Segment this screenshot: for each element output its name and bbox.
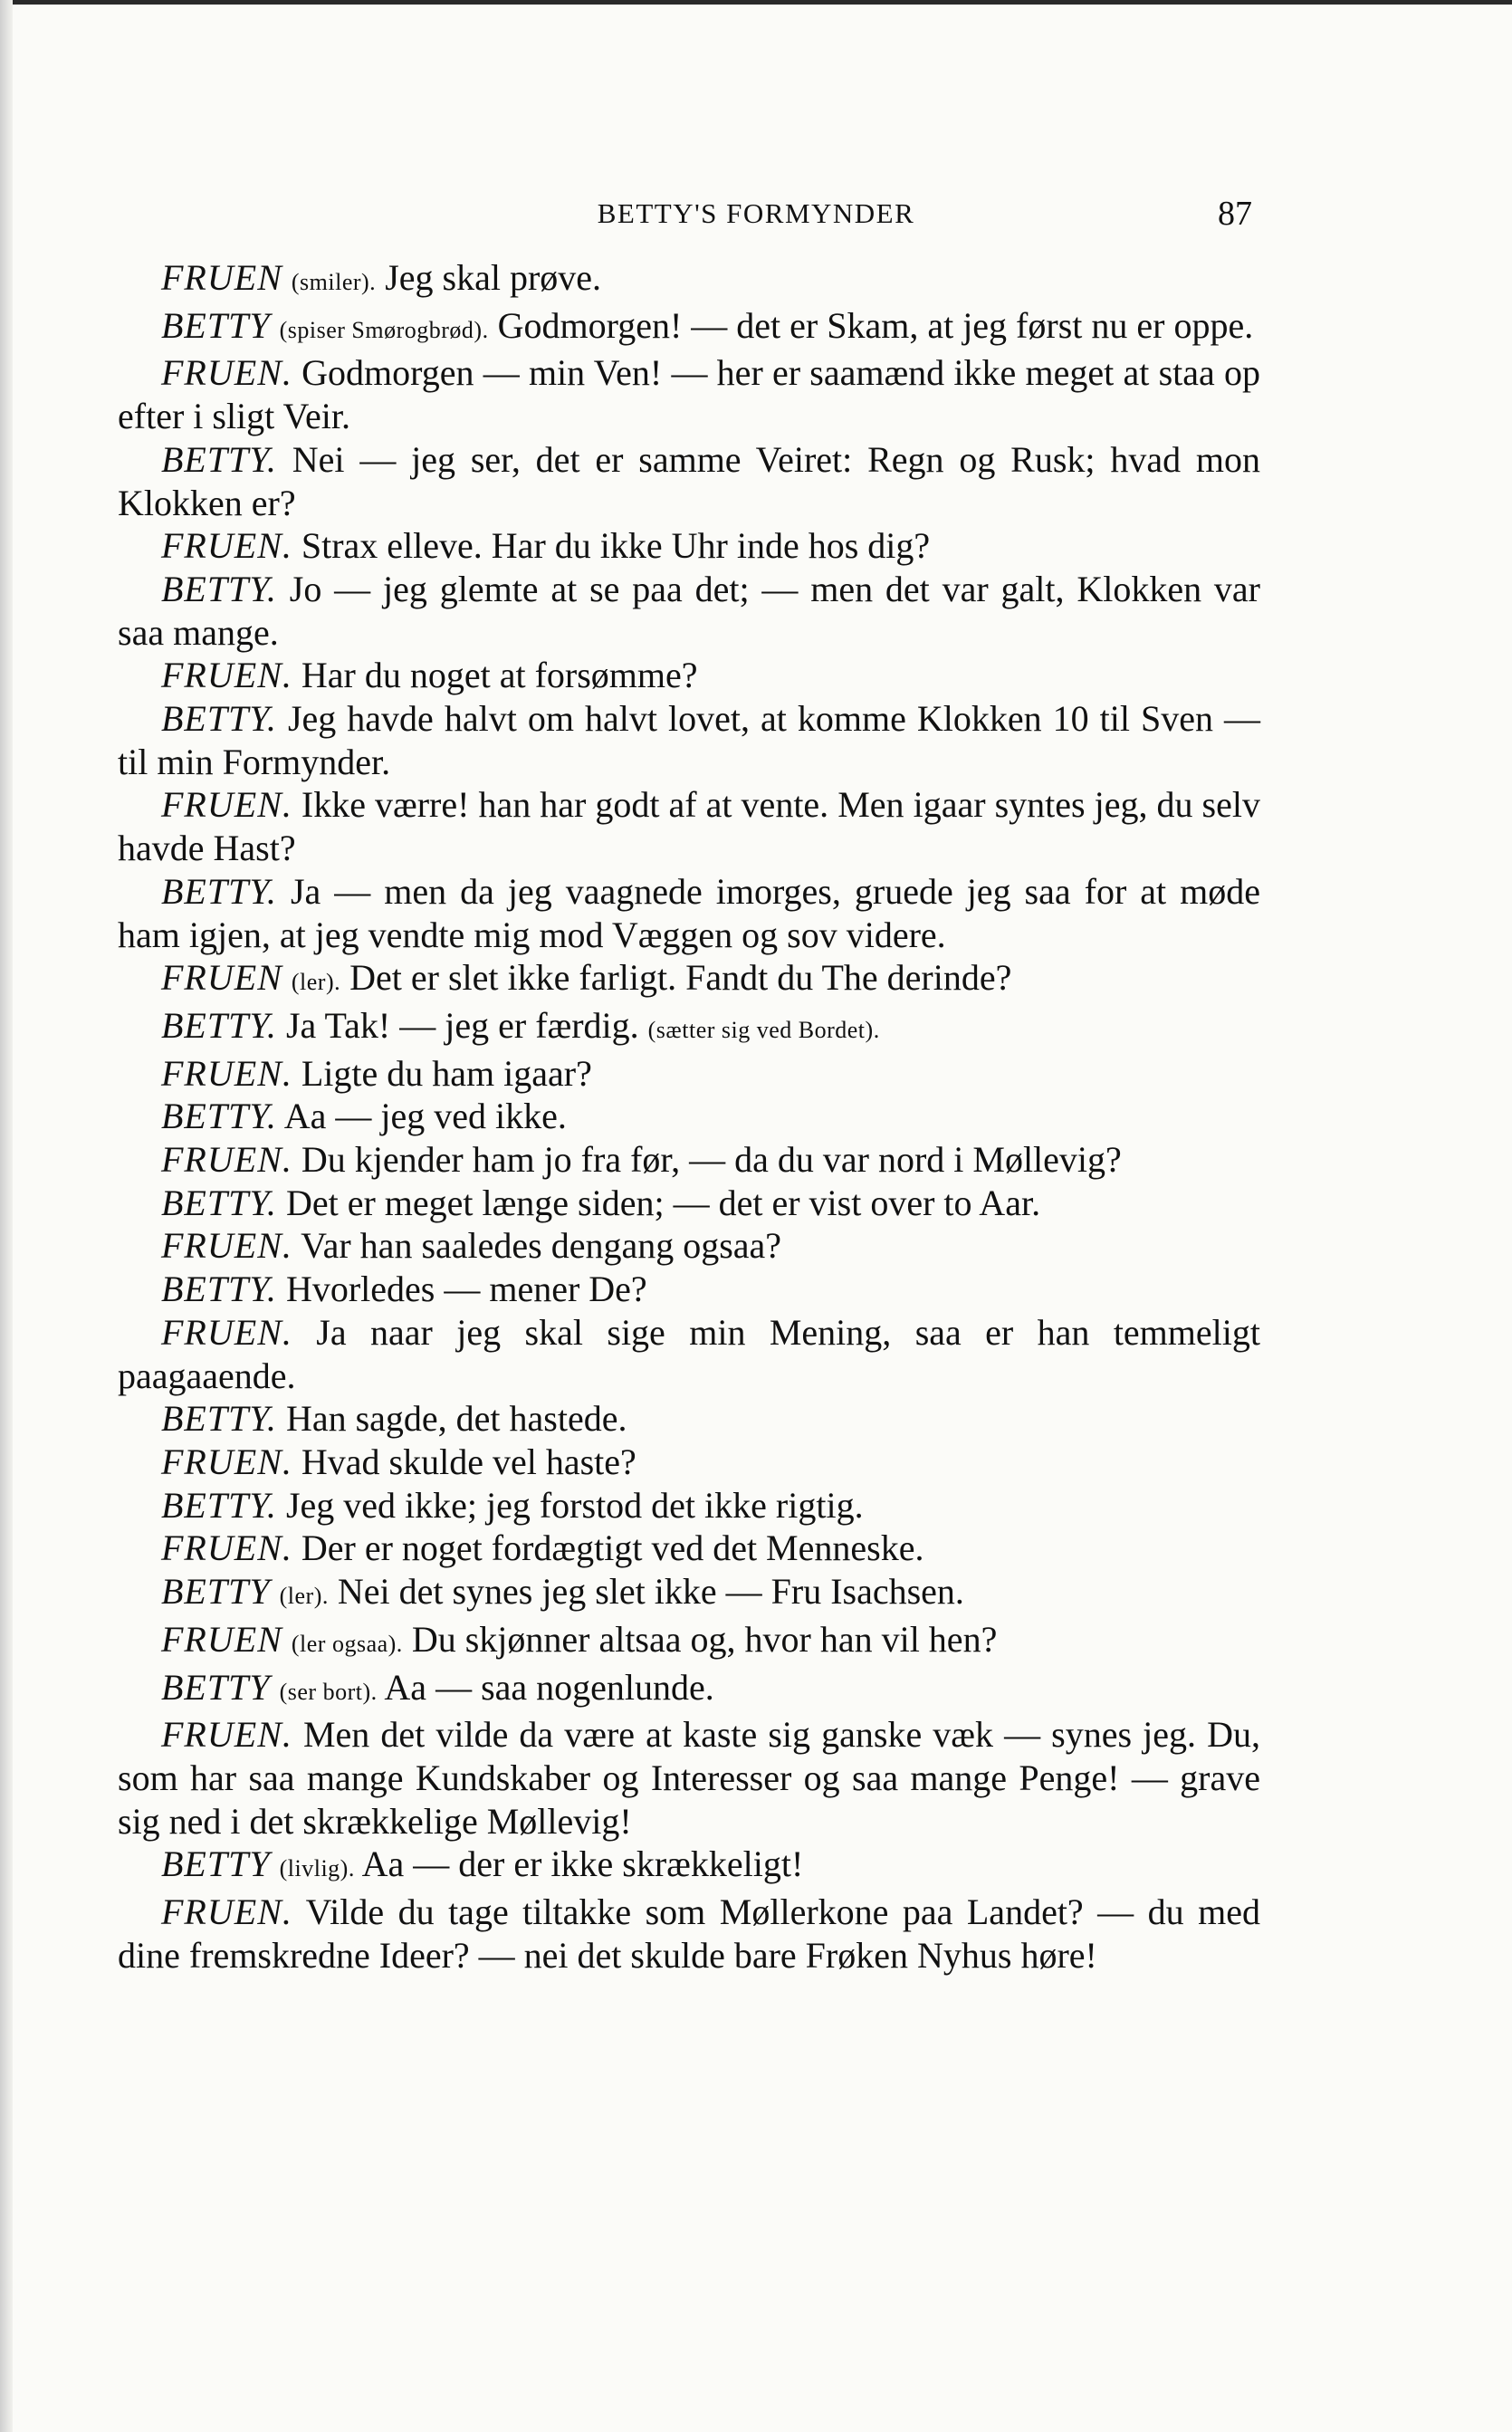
dialogue-line [118,956,1260,1004]
stage-direction: (spiser Smørogbrød). [279,316,489,343]
dialogue-text [118,256,1260,1977]
stage-direction: (sætter sig ved Bordet). [647,1016,880,1043]
line-text: Hvorledes — mener De? [285,1269,647,1310]
dialogue-line [118,1484,1260,1527]
speaker-name: FRUEN [161,957,282,999]
speaker-name: FRUEN. [161,655,292,696]
speaker-name: BETTY. [161,568,277,609]
line-text: Godmorgen! — det er Skam, at jeg først nu er oppe. [497,304,1254,346]
speaker-name: FRUEN. [161,1311,292,1353]
line-text: Ligte du ham igaar? [301,1052,592,1094]
line-text: Men det vilde da være at kaste sig ganske væk — synes jeg. Du, som har saa mange Kundskaber og Interesser og saa mange Penge! — grave sig ned i det skrækkelige Møllevig! [118,1714,1260,1842]
dialogue-line [118,1843,1260,1891]
line-text: Jo — jeg glemte at se paa det; — men det var galt, Klokken var saa mange. [118,568,1261,653]
dialogue-line [118,1713,1260,1843]
speaker-name: BETTY. [161,1004,277,1046]
speaker-name: BETTY [161,304,271,346]
dialogue-line [118,1527,1260,1570]
line-text: Jeg skal prøve. [385,257,602,298]
speaker-name: FRUEN. [161,1139,292,1181]
stage-direction: (livlig). [279,1855,355,1882]
line-text: Strax elleve. Har du ikke Uhr inde hos dig? [301,525,931,567]
dialogue-line [118,1004,1260,1052]
line-text: Aa — saa nogenlunde. [384,1666,714,1708]
dialogue-line [118,1618,1260,1666]
line-text: Ja Tak! — jeg er færdig. [285,1004,639,1046]
speaker-name: BETTY. [161,1269,277,1310]
line-text: Var han saaledes dengang ogsaa? [301,1225,782,1267]
line-text: Nei det synes jeg slet ikke — Fru Isachsen. [337,1571,964,1613]
dialogue-line [118,1666,1260,1714]
line-text: Jeg ved ikke; jeg forstod det ikke rigtig. [285,1484,864,1526]
dialogue-line [118,1311,1260,1397]
dialogue-line [118,1268,1260,1311]
dialogue-line [118,256,1260,304]
speaker-name: FRUEN. [161,352,292,394]
line-text: Jeg havde halvt om halvt lovet, at komme Klokken 10 til Sven — til min Formynder. [118,698,1261,782]
page-header [0,197,1512,234]
speaker-name: BETTY. [161,1484,277,1526]
scan-edge-top [0,0,1512,5]
line-text: Han sagde, det hastede. [285,1398,627,1440]
speaker-name: BETTY. [161,1096,277,1137]
dialogue-line [118,438,1260,524]
stage-direction: (ler). [279,1583,329,1610]
line-text: Vilde du tage tiltakke som Møllerkone paa Landet? — du med dine fremskredne Ideer? — nei det skulde bare Frøken Nyhus høre! [118,1891,1261,1976]
speaker-name: FRUEN [161,257,282,298]
dialogue-line [118,568,1260,654]
speaker-name: FRUEN [161,1618,282,1660]
line-text: Aa — der er ikke skrækkeligt! [361,1843,804,1885]
speaker-name: BETTY [161,1571,271,1613]
line-text: Det er meget længe siden; — det er vist over to Aar. [285,1182,1041,1223]
speaker-name: FRUEN. [161,1225,292,1267]
dialogue-line [118,1138,1260,1182]
speaker-name: BETTY. [161,438,277,480]
line-text: Har du noget at forsømme? [301,655,698,696]
stage-direction: (ler). [291,969,341,996]
dialogue-line [118,1891,1260,1977]
dialogue-line [118,1224,1260,1268]
line-text: Der er noget fordægtigt ved det Menneske. [301,1527,924,1569]
speaker-name: BETTY. [161,1398,277,1440]
line-text: Godmorgen — min Ven! — her er saamænd ikke meget at staa op efter i sligt Veir. [118,352,1261,437]
dialogue-line [118,870,1260,956]
scan-edge-left [0,0,13,2432]
speaker-name: BETTY. [161,870,277,912]
dialogue-line [118,351,1260,437]
line-text: Du kjender ham jo fra før, — da du var nord i Møllevig? [301,1139,1122,1181]
speaker-name: FRUEN. [161,784,292,826]
line-text: Ja naar jeg skal sige min Mening, saa er han temmeligt paagaaende. [118,1311,1261,1396]
speaker-name: BETTY. [161,698,277,740]
dialogue-line [118,1570,1260,1618]
speaker-name: FRUEN. [161,1714,292,1756]
dialogue-line [118,1052,1260,1096]
speaker-name: FRUEN. [161,1527,292,1569]
line-text: Ja — men da jeg vaagnede imorges, gruede jeg saa for at møde ham igjen, at jeg vendte mig mod Væggen og sov videre. [118,870,1260,955]
running-title: BETTY'S FORMYNDER [597,197,915,229]
dialogue-line [118,654,1260,697]
line-text: Ikke værre! han har godt af at vente. Men igaar syntes jeg, du selv havde Hast? [118,784,1260,869]
speaker-name: BETTY [161,1666,271,1708]
dialogue-line [118,1182,1260,1225]
line-text: Nei — jeg ser, det er samme Veiret: Regn og Rusk; hvad mon Klokken er? [118,438,1261,523]
dialogue-line [118,697,1260,783]
line-text: Hvad skulde vel haste? [301,1441,636,1482]
speaker-name: BETTY. [161,1182,277,1223]
dialogue-line [118,783,1260,869]
line-text: Aa — jeg ved ikke. [283,1096,567,1137]
line-text: Du skjønner altsaa og, hvor han vil hen? [411,1618,998,1660]
stage-direction: (ser bort). [279,1678,378,1705]
speaker-name: BETTY [161,1843,271,1885]
speaker-name: FRUEN. [161,1891,292,1933]
dialogue-line [118,524,1260,568]
speaker-name: FRUEN. [161,525,292,567]
dialogue-line [118,304,1260,352]
line-text: Det er slet ikke farligt. Fandt du The derinde? [349,957,1012,999]
dialogue-line [118,1397,1260,1441]
stage-direction: (ler ogsaa). [291,1630,403,1657]
dialogue-line [118,1095,1260,1138]
dialogue-line [118,1441,1260,1484]
page-number: 87 [1218,195,1252,233]
stage-direction: (smiler). [291,269,377,295]
speaker-name: FRUEN. [161,1441,292,1482]
speaker-name: FRUEN. [161,1052,292,1094]
